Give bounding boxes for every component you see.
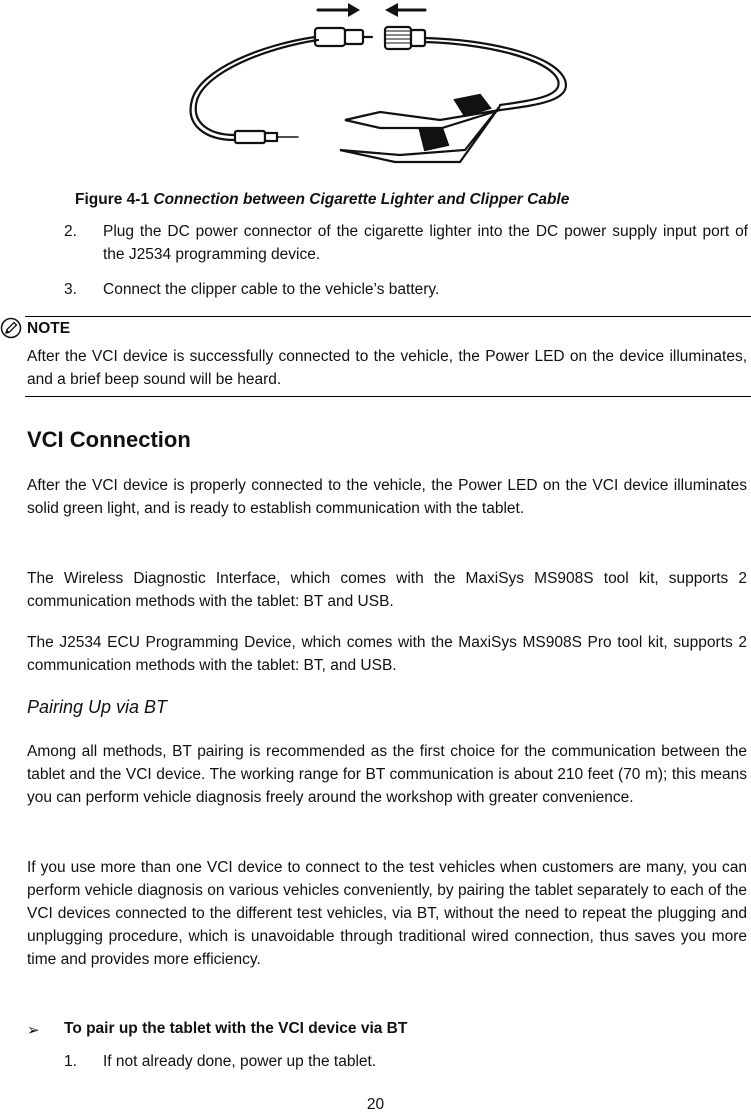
note-title: NOTE	[27, 320, 71, 337]
procedure-title: To pair up the tablet with the VCI device via BT	[64, 1020, 408, 1037]
step-number: 1.	[64, 1053, 77, 1070]
note-text: After the VCI device is successfully connected to the vehicle, the Power LED on the device illuminates, and a brief beep sound will be heard.	[27, 348, 747, 388]
subsection-title: Pairing Up via BT	[27, 697, 168, 717]
section-paragraph: After the VCI device is properly connected to the vehicle, the Power LED on the VCI device illuminates solid green light, and is ready to establish communication with the tablet.	[27, 477, 747, 517]
arrow-bullet-icon: ➢	[27, 1022, 40, 1039]
step-text: Connect the clipper cable to the vehicle’s battery.	[103, 281, 440, 298]
cable-connection-figure	[180, 0, 580, 170]
section-paragraph: The Wireless Diagnostic Interface, which comes with the MaxiSys MS908S tool kit, supports 2 communication methods with the tablet: BT and USB.	[27, 570, 747, 610]
note-divider-top	[25, 316, 751, 317]
section-paragraph: The J2534 ECU Programming Device, which comes with the MaxiSys MS908S Pro tool kit, supports 2 communication methods with the tablet: BT, and USB.	[27, 634, 747, 674]
pencil-icon	[0, 317, 22, 339]
page-number: 20	[366, 1096, 385, 1113]
subsection-paragraph: If you use more than one VCI device to connect to the test vehicles when customers are many, you can perform vehicle diagnosis on various vehicles conveniently, by pairing the tablet separately to each of the VCI devices connected to the different test vehicles, via BT, without the need to repeat the plugging and unplugging procedure, which is unavoidable through traditional wired connection, thus saves you more time and provides more efficiency.	[27, 859, 747, 968]
section-title: VCI Connection	[27, 427, 191, 452]
figure-caption	[75, 191, 569, 209]
note-divider-bottom	[25, 396, 751, 397]
figure-title: Connection between Cigarette Lighter and Clipper Cable	[153, 191, 570, 208]
subsection-paragraph: Among all methods, BT pairing is recommended as the first choice for the communication between the tablet and the VCI device. The working range for BT communication is about 210 feet (70 m); this means you can perform vehicle diagnosis freely around the workshop with greater convenience.	[27, 743, 747, 806]
step-number: 3.	[64, 281, 77, 298]
step-text: If not already done, power up the tablet.	[103, 1053, 377, 1070]
figure-label: Figure 4-1	[75, 191, 150, 208]
step-number: 2.	[64, 223, 77, 240]
step-text: Plug the DC power connector of the cigarette lighter into the DC power supply input port of the J2534 programming device.	[103, 223, 748, 263]
